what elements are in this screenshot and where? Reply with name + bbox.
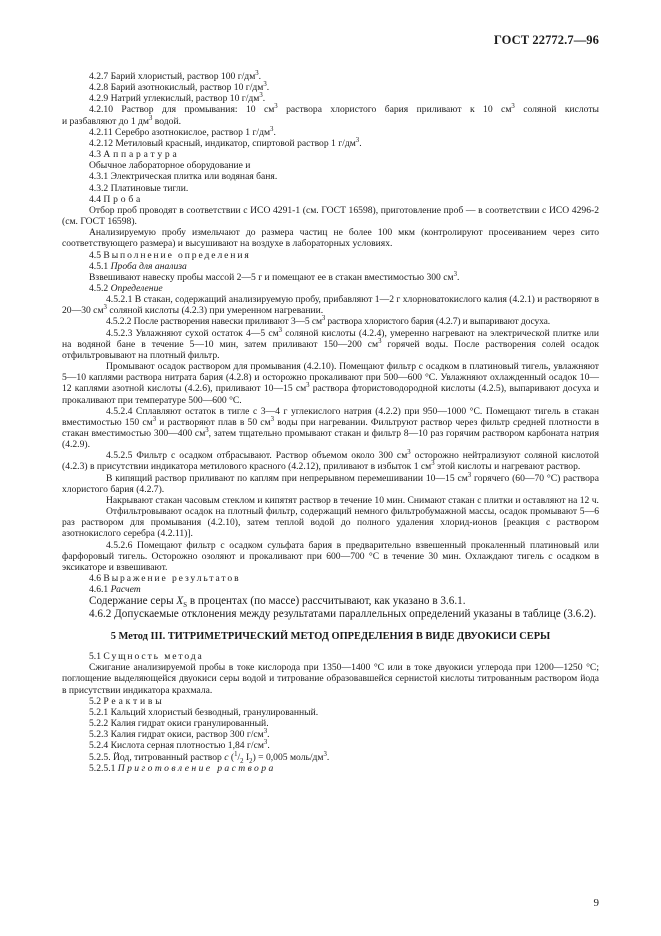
heading-4-5-1: 4.5.1 Проба для анализа bbox=[89, 260, 187, 272]
clause-4-2-9: 4.2.9 Натрий углекислый, раствор 10 $г/дм^3$. bbox=[89, 92, 266, 105]
heading-4-5-2: 4.5.2 Определение bbox=[89, 282, 163, 294]
paragraph-boiling: В кипящий раствор приливают по каплям при непрерывном перемешивании 10—15 $см^3$ горячего (60—70 °С) раствора хлористого бария (4.2.7). bbox=[62, 471, 599, 495]
clause-4-2-11: 4.2.11 Серебро азотнокислое, раствор 1 $г/дм^3$. bbox=[89, 125, 276, 138]
clause-5-2-1: 5.2.1 Кальций хлористый безводный, гранулированный. bbox=[89, 706, 319, 718]
clause-4-2-7: 4.2.7 Барий хлористый, раствор 100 $г/дм^3$. bbox=[89, 69, 262, 82]
clause-4-5-2-2: 4.5.2.2 После растворения навески приливают 3—5 $см^3$ раствора хлористого бария (4.2.7) и выпаривают досуха. bbox=[106, 315, 550, 328]
heading-5-2-5-1: 5.2.5.1 Приготовление раствора bbox=[89, 762, 276, 774]
paragraph-equipment: Обычное лабораторное оборудование и bbox=[89, 160, 251, 172]
clause-4-6-2: 4.6.2 Допускаемые отклонения между результатами параллельных определений указаны в таблице (3.6.2). bbox=[89, 608, 597, 621]
heading-4-5: 4.5 Выполнение определения bbox=[89, 249, 251, 261]
clause-5-2-3: 5.2.3 Калия гидрат окиси, раствор 300 $г/см^3$. bbox=[89, 728, 270, 741]
clause-5-2-4: 5.2.4 Кислота серная плотностью 1,84 $г/см^3$. bbox=[89, 739, 270, 752]
section-5-title: 5 Метод III. ТИТРИМЕТРИЧЕСКИЙ МЕТОД ОПРЕДЕЛЕНИЯ В ВИДЕ ДВУОКИСИ СЕРЫ bbox=[110, 630, 551, 642]
heading-5-2: 5.2 Реактивы bbox=[89, 695, 165, 707]
page-number: 9 bbox=[593, 897, 599, 909]
paragraph-weighing: Взвешивают навеску пробы массой 2—5 г и помещают ее в стакан вместимостью 300 $см^3$. bbox=[89, 270, 460, 283]
heading-4-6-1: 4.6.1 Расчет bbox=[89, 584, 141, 596]
paragraph-sampling: Отбор проб проводят в соответствии с ИСО 4291-1 (см. ГОСТ 16598), приготовление проб — в соответствии с ИСО 4296-2 (см. ГОСТ 16598). bbox=[62, 204, 599, 228]
clause-4-2-10: 4.2.10 Раствор для промывания: 10 $см^3$ раствора хлористого бария приливают к 10 $см^3$ соляной кислоты bbox=[89, 103, 599, 116]
clause-4-2-8: 4.2.8 Барий азотнокислый, раствор 10 $г/дм^3$. bbox=[89, 80, 270, 94]
document-body bbox=[62, 71, 599, 774]
clause-5-2-2: 5.2.2 Калия гидрат окиси гранулированный. bbox=[89, 718, 269, 730]
heading-4-6: 4.6 Выражение результатов bbox=[89, 573, 241, 585]
clause-4-2-10-cont: и разбавляют до 1 $дм^3$ водой. bbox=[62, 114, 181, 127]
clause-4-3-2: 4.3.2 Платиновые тигли. bbox=[89, 182, 189, 194]
clause-4-2-12: 4.2.12 Метиловый красный, индикатор, спиртовой раствор 1 $г/дм^3$. bbox=[89, 136, 362, 149]
heading-4-3: 4.3 Аппаратура bbox=[89, 149, 180, 161]
standard-code-header: ГОСТ 22772.7—96 bbox=[493, 33, 599, 47]
clause-4-5-2-5: 4.5.2.5 Фильтр с осадком отбрасывают. Раствор объемом около 300 $см^3$ осторожно нейтрализуют соляной кислотой (4.2.3) в присутствии индикатора метилового красного (4.2.12), приливают в избыток 1 $см^3$ этой кислоты и нагревают раствор. bbox=[62, 449, 599, 473]
paragraph-filtering: Отфильтровывают осадок на плотный фильтр, содержащий немного фильтробумажной массы, осадок промывают 5—6 раз раствором для промывания (4.2.10), затем теплой водой до полного удаления хлорид-ионов [реакция с раствором азотнокислого серебра (4.2.11)]. bbox=[62, 506, 599, 540]
heading-4-4: 4.4 Проба bbox=[89, 193, 144, 205]
clause-4-5-2-6: 4.5.2.6 Помещают фильтр с осадком сульфата бария в предварительно взвешенный прокаленный платиновый или фарфоровый тигель. Осторожно озоляют и прокаливают при 600—700 °С в течение 30 мин. Охлаждают тигель с осадком в эксикаторе и взвешивают. bbox=[62, 539, 599, 573]
paragraph-washing: Промывают осадок раствором для промывания (4.2.10). Помещают фильтр с осадком в платиновый тигель, увлажняют 5—10 каплями раствора нитрата бария (4.2.8) и осторожно прокаливают при 500—600 °С. Увлажняют охлажденный осадок 10—12 каплями азотной кислоты (4.2.6), приливают 10—15 $см^3$ раствора фтористоводородной кислоты (4.2.5), выпаривают досуха и прокаливают при температуре 500—600 °С. bbox=[62, 361, 599, 406]
clause-4-5-2-1: 4.5.2.1 В стакан, содержащий анализируемую пробу, прибавляют 1—2 г хлорноватокислого калия (4.2.1) и растворяют в 20—30 $см^3$ соляной кислоты (4.2.3) при умеренном нагревании. bbox=[62, 294, 599, 317]
paragraph-cover: Накрывают стакан часовым стеклом и кипятят раствор в течение 10 мин. Снимают стакан с плитки и оставляют на 12 ч. bbox=[106, 494, 599, 506]
paragraph-sulfur-content: Содержание серы $X_S$ в процентах (по массе) рассчитывают, как указано в 3.6.1. bbox=[89, 595, 466, 610]
clause-4-3-1: 4.3.1 Электрическая плитка или водяная баня. bbox=[89, 171, 278, 183]
paragraph-method-essence: Сжигание анализируемой пробы в токе кислорода при 1350—1400 °С или в токе двуокиси углерода при 1200—1250 °С; поглощение выделяющейся двуокиси серы водой и титрование образовавшейся сернистой кислоты титрованным раствором йода в присутствии индикатора крахмала. bbox=[62, 662, 599, 696]
paragraph-grinding: Анализируемую пробу измельчают до размера частиц не более 100 мкм (контролируют просеиванием через сито соответствующего размера) и высушивают на воздухе в лабораторных условиях. bbox=[62, 227, 599, 250]
clause-4-5-2-3: 4.5.2.3 Увлажняют сухой остаток 4—5 $см^3$ соляной кислоты (4.2.4), умеренно нагревают на электрической плитке или на водяной бане в течение 5—10 мин, затем приливают 150—200 $см^3$ горячей воды. После растворения солей осадок отфильтровывают на плотный фильтр. bbox=[62, 326, 599, 361]
heading-5-1: 5.1 Сущность метода bbox=[89, 651, 204, 663]
clause-5-2-5: 5.2.5. Йод, титрованный раствор с ($^1/_2$ $I_2) = 0,005$ моль/$дм^3$. bbox=[89, 750, 330, 765]
clause-4-5-2-4: 4.5.2.4 Сплавляют остаток в тигле с 3—4 г углекислого натрия (4.2.2) при 950—1000 °С. Помещают тигель в стакан вместимостью 150 $см^3$ и растворяют плав в 50 $см^3$ воды при нагревании. Фильтруют раствор через фильтр средней плотности в стакан вместимостью 300—400 $см^3$, затем тщательно промывают стакан и фильтр 8—10 раз горячим раствором карбоната натрия (4.2.9). bbox=[62, 405, 599, 451]
